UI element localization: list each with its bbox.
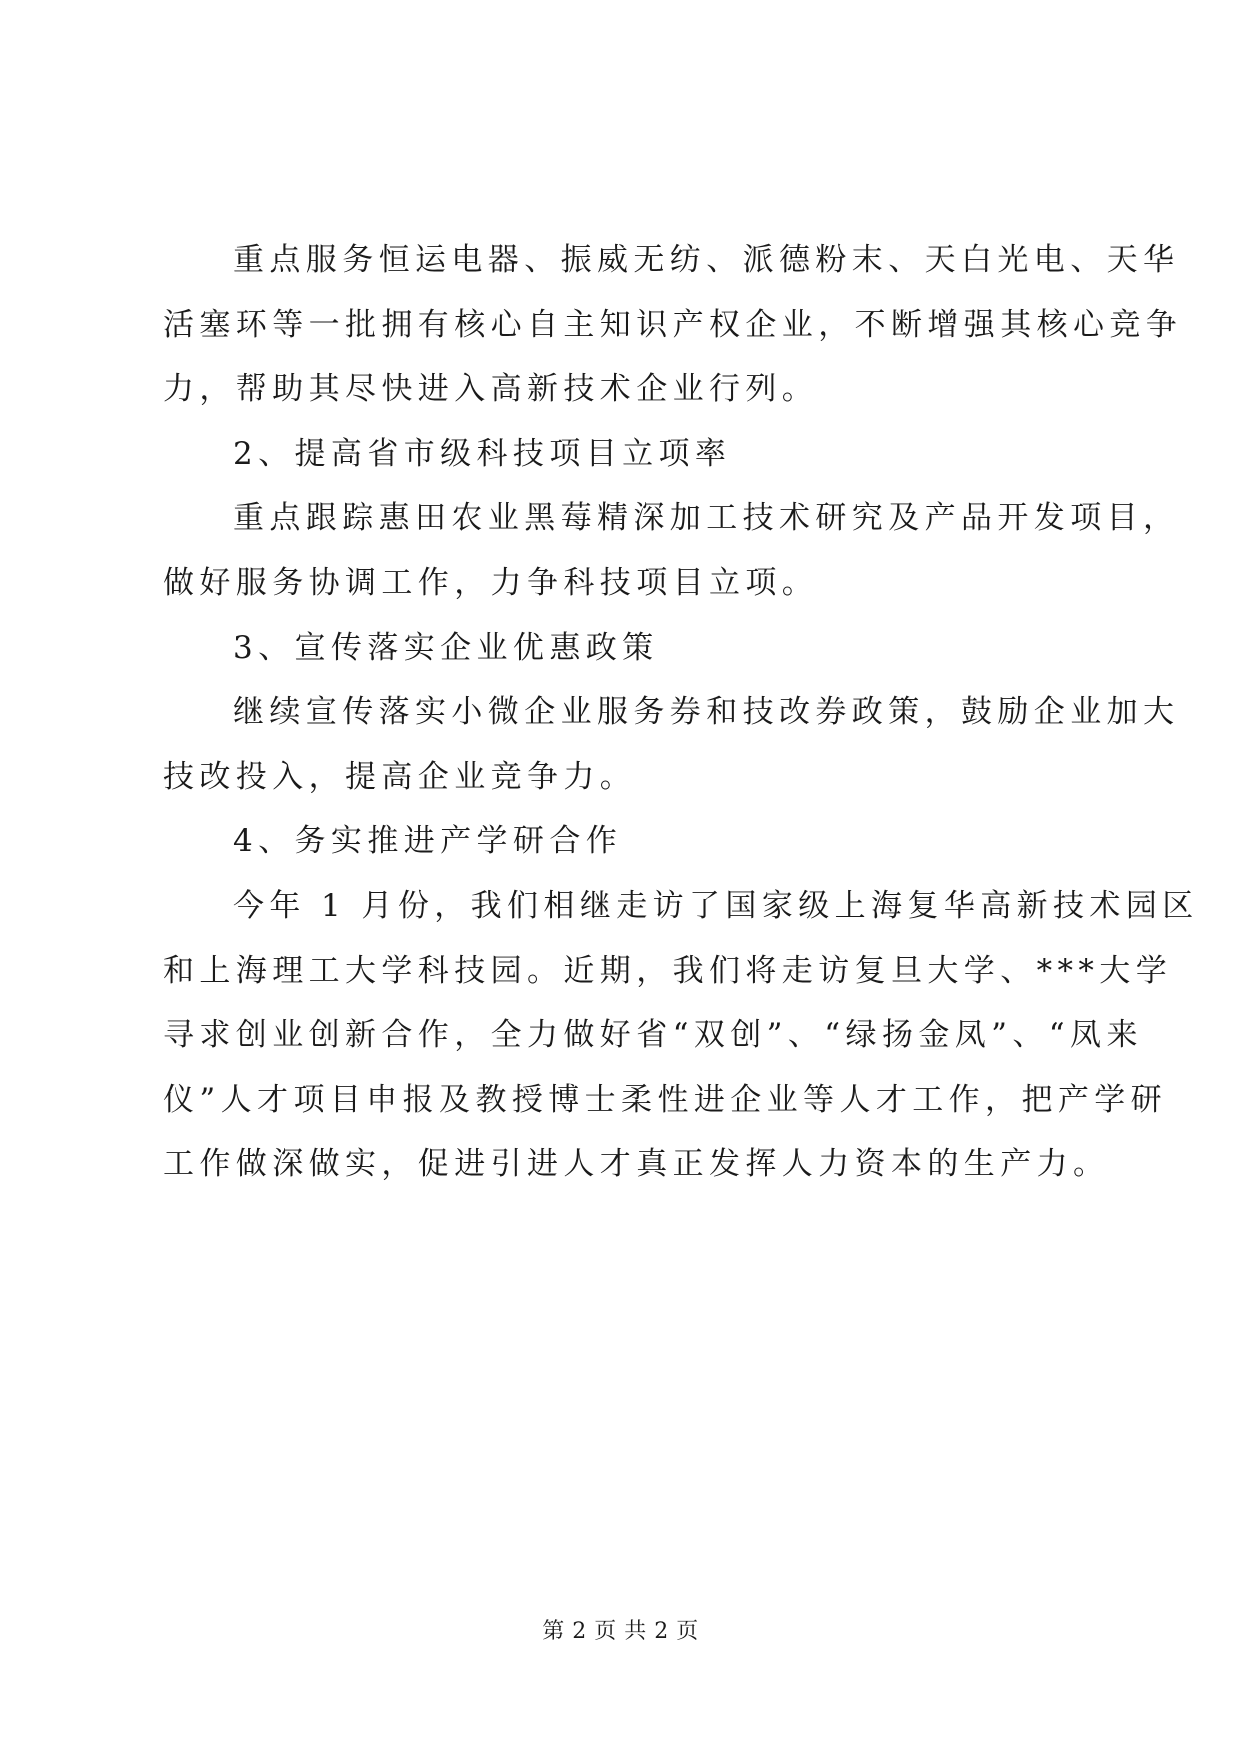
section-heading-2: 2、提高省市级科技项目立项率	[233, 435, 732, 472]
paragraph-1-line-1: 重点服务恒运电器、振威无纺、派德粉末、天白光电、天华	[233, 242, 1180, 278]
paragraph-2-line-2: 做好服务协调工作，力争科技项目立项。	[163, 564, 819, 601]
paragraph-2-line-1: 重点跟踪惠田农业黑莓精深加工技术研究及产品开发项目，	[233, 500, 1180, 537]
paragraph-1-line-3: 力，帮助其尽快进入高新技术企业行列。	[163, 371, 819, 408]
paragraph-3-line-1: 继续宣传落实小微企业服务券和技改券政策，鼓励企业加大	[233, 694, 1180, 731]
paragraph-1-line-2: 活塞环等一批拥有核心自主知识产权企业，不断增强其核心竞争	[163, 306, 1183, 343]
paragraph-4-line-1: 今年 1 月份，我们相继走访了国家级上海复华高新技术园区	[233, 887, 1199, 924]
paragraph-4-line-3: 寻求创业创新合作，全力做好省“双创”、“绿扬金凤”、“凤来	[163, 1017, 1143, 1054]
page-number-footer: 第 2 页 共 2 页	[542, 1619, 699, 1644]
paragraph-4-line-2: 和上海理工大学科技园。近期，我们将走访复旦大学、***大学	[163, 952, 1173, 989]
section-heading-4: 4、务实推进产学研合作	[233, 823, 623, 860]
paragraph-4-line-4: 仪”人才项目申报及教授博士柔性进企业等人才工作，把产学研	[163, 1081, 1168, 1118]
paragraph-4-line-5: 工作做深做实，促进引进人才真正发挥人力资本的生产力。	[163, 1146, 1110, 1183]
paragraph-3-line-2: 技改投入，提高企业竞争力。	[163, 758, 637, 795]
document-body	[163, 228, 1199, 1197]
section-heading-3: 3、宣传落实企业优惠政策	[233, 629, 659, 666]
